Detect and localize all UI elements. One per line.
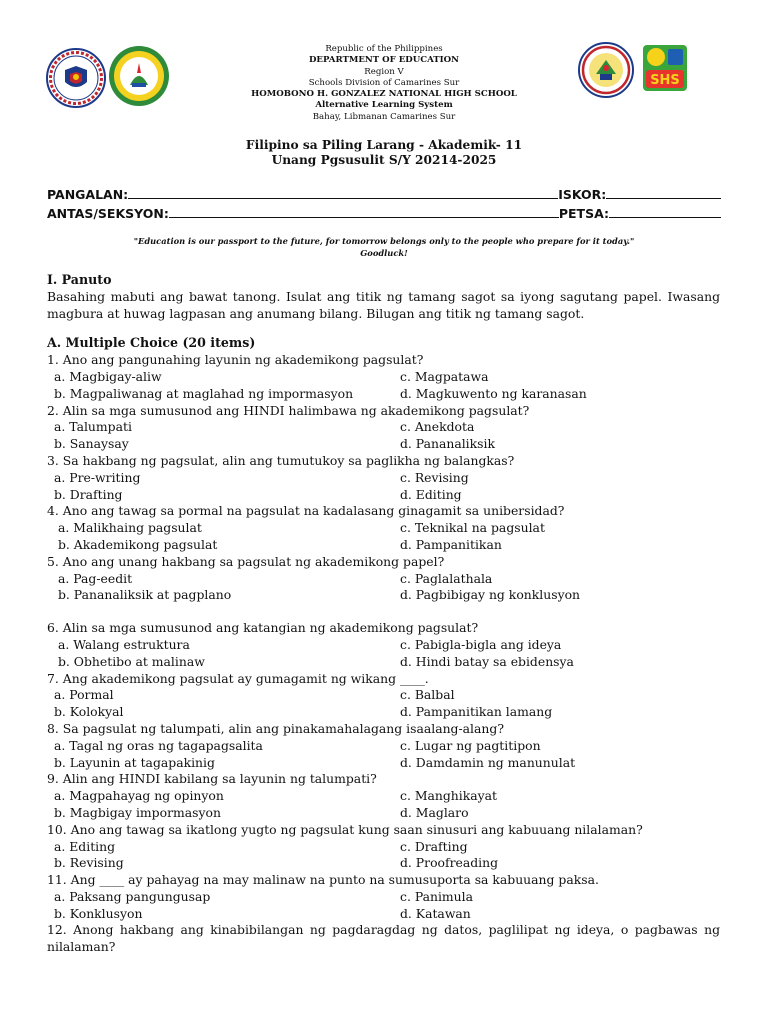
question-text: 6. Alin sa mga sumusunod ang katangian ng akademikong pagsulat? xyxy=(47,620,479,636)
date-field[interactable] xyxy=(609,205,721,218)
choice-row xyxy=(47,906,720,923)
letterhead-school: HOMOBONO H. GONZALEZ NATIONAL HIGH SCHOOL xyxy=(251,89,517,100)
letterhead-program: Alternative Learning System xyxy=(315,100,453,111)
choice-row xyxy=(47,520,720,537)
choice-d[interactable]: d. Katawan xyxy=(400,905,471,921)
choice-row xyxy=(47,487,720,504)
choice-c[interactable]: c. Balbal xyxy=(400,687,455,703)
choice-d[interactable]: d. Editing xyxy=(400,486,462,502)
score-field[interactable] xyxy=(606,186,721,199)
question-text: 5. Ano ang unang hakbang sa pagsulat ng akademikong papel? xyxy=(47,553,445,569)
choice-c[interactable]: c. Drafting xyxy=(400,838,468,854)
choice-d[interactable]: d. Hindi batay sa ebidensya xyxy=(400,653,574,669)
instructions-heading: I. Panuto xyxy=(47,272,112,287)
choice-a[interactable]: a. Magbigay-aliw xyxy=(54,368,162,384)
choice-c[interactable]: c. Revising xyxy=(400,469,469,485)
choice-row xyxy=(47,889,720,906)
quote-text: "Education is our passport to the future, for tomorrow belongs only to the people who prepare for it today." xyxy=(133,236,635,246)
question-item xyxy=(47,620,720,670)
question-text: 8. Sa pagsulat ng talumpati, alin ang pinakamahalagang isaalang-alang? xyxy=(47,720,504,736)
question-list xyxy=(47,352,720,922)
choice-d[interactable]: d. Pagbibigay ng konklusyon xyxy=(400,587,581,603)
motivational-quote xyxy=(60,235,708,259)
question-text: 11. Ang ____ ay pahayag na may malinaw na punto na sumusuporta sa kabuuang paksa. xyxy=(47,872,599,888)
subject-title: Filipino sa Piling Larang - Akademik- 11 xyxy=(245,138,523,152)
question-item xyxy=(47,503,720,553)
choice-row xyxy=(47,839,720,856)
letterhead-division: Schools Division of Camarines Sur xyxy=(308,77,460,88)
choice-c[interactable]: c. Manghikayat xyxy=(400,788,498,804)
question-text: 10. Ano ang tawag sa ikatlong yugto ng pagsulat kung saan sinusuri ang kabuuang nilalaman? xyxy=(47,821,643,837)
question-text: 4. Ano ang tawag sa pormal na pagsulat na kadalasang ginagamit sa unibersidad? xyxy=(47,503,565,519)
choice-b[interactable]: b. Drafting xyxy=(54,486,123,502)
choice-d[interactable]: d. Pampanitikan lamang xyxy=(400,704,553,720)
section-a-heading: A. Multiple Choice (20 items) xyxy=(47,335,256,351)
question-item xyxy=(47,403,720,453)
name-row xyxy=(47,185,721,204)
letterhead-address: Bahay, Libmanan Camarines Sur xyxy=(312,111,456,122)
question-item xyxy=(47,771,720,821)
question-item xyxy=(47,554,720,604)
question-text: 7. Ang akademikong pagsulat ay gumagamit ng wikang ____. xyxy=(47,670,429,686)
choice-a[interactable]: a. Walang estruktura xyxy=(58,636,190,652)
letterhead-department: DEPARTMENT OF EDUCATION xyxy=(308,55,460,66)
date-label: PETSA: xyxy=(558,206,609,221)
choice-row xyxy=(47,687,720,704)
choice-a[interactable]: a. Pre-writing xyxy=(54,469,141,485)
choice-a[interactable]: a. Pag-eedit xyxy=(58,570,133,586)
instructions-body: Basahing mabuti ang bawat tanong. Isulat ang titik ng tamang sagot sa iyong sagutang papel. Iwasang magbura at huwag lagpasan ang anumang bilang. Bilugan ang titik ng tamang sagot. xyxy=(47,288,720,321)
choice-c[interactable]: c. Pabigla-bigla ang ideya xyxy=(400,636,562,652)
choice-d[interactable]: d. Pananaliksik xyxy=(400,436,495,452)
choice-b[interactable]: b. Magpaliwanag at maglahad ng impormasyon xyxy=(54,385,354,401)
exam-title xyxy=(0,138,768,168)
question-text: 2. Alin sa mga sumusunod ang HINDI halimbawa ng akademikong pagsulat? xyxy=(47,402,530,418)
shs-logo-text: SHS xyxy=(650,73,680,88)
choice-row xyxy=(47,637,720,654)
score-label: ISKOR: xyxy=(558,187,607,202)
section-row xyxy=(47,204,721,223)
choice-c[interactable]: c. Lugar ng pagtitipon xyxy=(400,737,541,753)
choice-d[interactable]: d. Magkuwento ng karanasan xyxy=(400,385,587,401)
question-text: 3. Sa hakbang ng pagsulat, alin ang tumutukoy sa paglikha ng balangkas? xyxy=(47,452,515,468)
choice-row xyxy=(47,855,720,872)
choice-c[interactable]: c. Magpatawa xyxy=(400,368,489,384)
choice-b[interactable]: b. Pananaliksik at pagplano xyxy=(58,587,232,603)
choice-row xyxy=(47,470,720,487)
question-item xyxy=(47,352,720,402)
goodluck-text: Goodluck! xyxy=(360,248,408,258)
choice-a[interactable]: a. Paksang pangungusap xyxy=(54,888,211,904)
question-item xyxy=(47,671,720,721)
section-label: ANTAS/SEKSYON: xyxy=(47,206,169,221)
question-item xyxy=(47,721,720,771)
choice-b[interactable]: b. Obhetibo at malinaw xyxy=(58,653,205,669)
question-item xyxy=(47,822,720,872)
choice-row xyxy=(47,587,720,604)
question-text: 9. Alin ang HINDI kabilang sa layunin ng talumpati? xyxy=(47,771,377,787)
choice-row xyxy=(47,738,720,755)
student-info-fields xyxy=(47,185,721,223)
letterhead-republic: Republic of the Philippines xyxy=(325,44,443,54)
name-field[interactable] xyxy=(128,186,558,199)
choice-row xyxy=(47,788,720,805)
choice-c[interactable]: c. Paglalathala xyxy=(400,570,493,586)
choice-a[interactable]: a. Malikhaing pagsulat xyxy=(58,520,202,536)
choice-b[interactable]: b. Layunin at tagapakinig xyxy=(54,754,215,770)
name-label: PANGALAN: xyxy=(47,187,129,202)
choice-b[interactable]: b. Konklusyon xyxy=(54,905,143,921)
choice-row xyxy=(47,386,720,403)
choice-row xyxy=(47,537,720,554)
choice-row xyxy=(47,704,720,721)
choice-c[interactable]: c. Teknikal na pagsulat xyxy=(400,520,545,536)
choice-row xyxy=(47,369,720,386)
exam-content xyxy=(47,272,720,956)
choice-d[interactable]: d. Pampanitikan xyxy=(400,536,502,552)
choice-a[interactable]: a. Editing xyxy=(54,838,116,854)
choice-row xyxy=(47,654,720,671)
choice-b[interactable]: b. Akademikong pagsulat xyxy=(58,536,218,552)
choice-b[interactable]: b. Kolokyal xyxy=(54,704,124,720)
choice-a[interactable]: a. Tagal ng oras ng tagapagsalita xyxy=(54,737,263,753)
letterhead xyxy=(0,44,768,123)
choice-b[interactable]: b. Revising xyxy=(54,855,124,871)
question-12: 12. Anong hakbang ang kinabibilangan ng pagdaragdag ng datos, paglilipat ng ideya, o pagbawas ng nilalaman? xyxy=(47,922,720,955)
choice-c[interactable]: c. Panimula xyxy=(400,888,474,904)
choice-a[interactable]: a. Pormal xyxy=(54,687,114,703)
letterhead-region: Region V xyxy=(364,66,404,77)
choice-c[interactable]: c. Anekdota xyxy=(400,419,475,435)
choice-row xyxy=(47,805,720,822)
choice-a[interactable]: a. Talumpati xyxy=(54,419,132,435)
choice-b[interactable]: b. Magbigay impormasyon xyxy=(54,804,221,820)
choice-row xyxy=(47,436,720,453)
choice-d[interactable]: d. Maglaro xyxy=(400,804,469,820)
choice-b[interactable]: b. Sanaysay xyxy=(54,436,129,452)
choice-row xyxy=(47,755,720,772)
exam-term: Unang Pgsusulit S/Y 20214-2025 xyxy=(271,153,497,167)
question-text: 1. Ano ang pangunahing layunin ng akademikong pagsulat? xyxy=(47,352,424,368)
choice-d[interactable]: d. Proofreading xyxy=(400,855,499,871)
choice-row xyxy=(47,571,720,588)
choice-a[interactable]: a. Magpahayag ng opinyon xyxy=(54,788,224,804)
choice-row xyxy=(47,419,720,436)
question-item xyxy=(47,872,720,922)
section-field[interactable] xyxy=(169,205,559,218)
choice-d[interactable]: d. Damdamin ng manunulat xyxy=(400,754,576,770)
question-item xyxy=(47,453,720,503)
